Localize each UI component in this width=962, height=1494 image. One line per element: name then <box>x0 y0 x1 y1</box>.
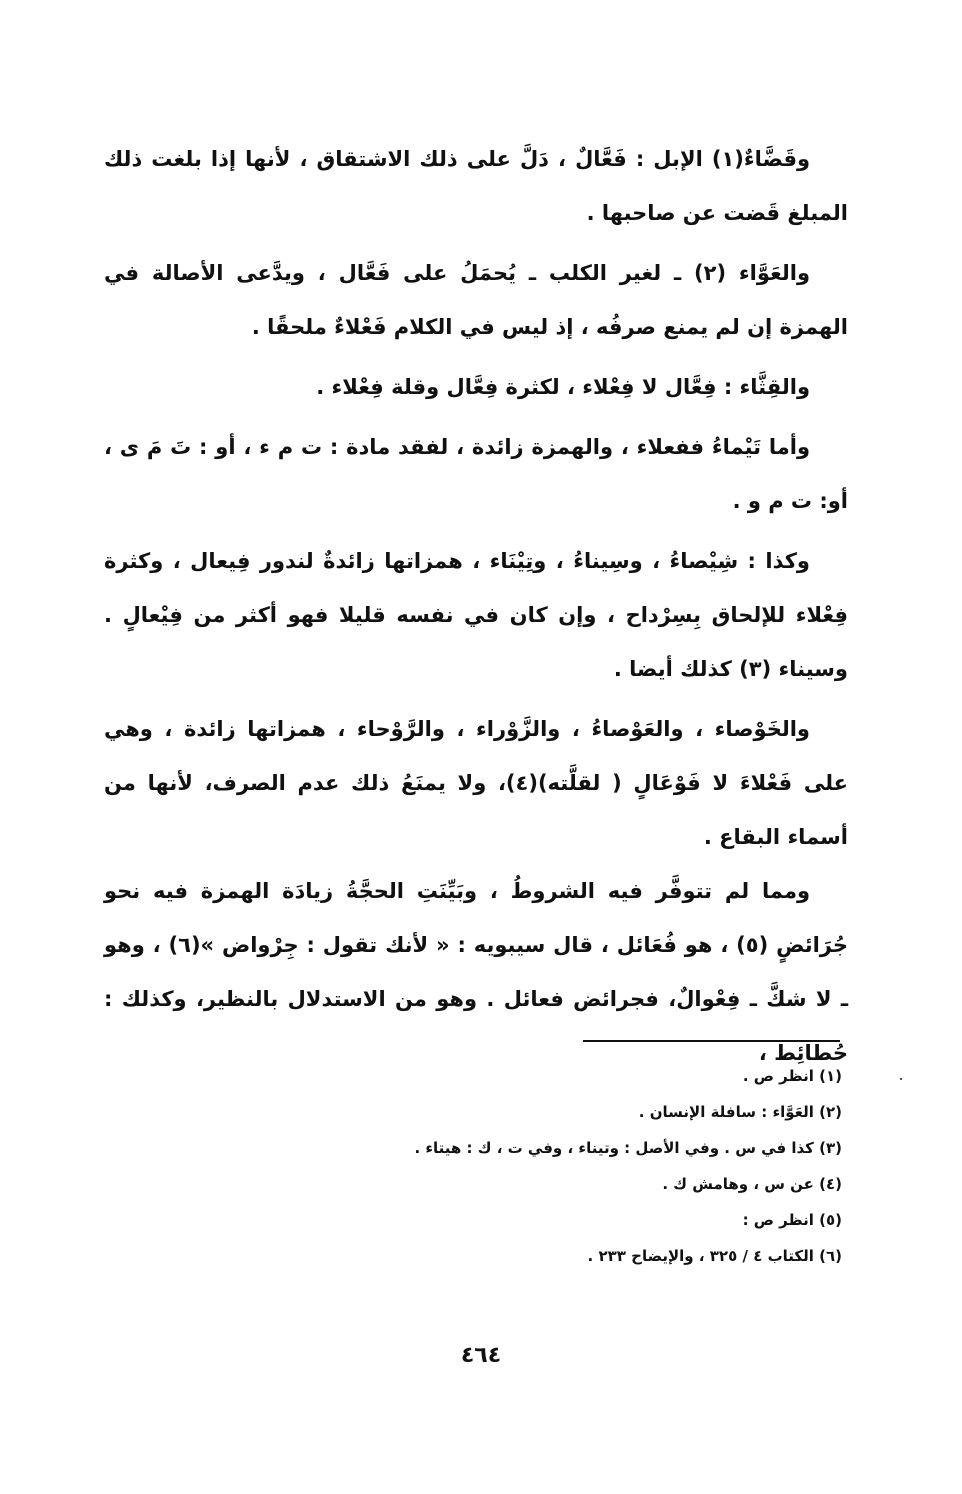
footnote-6: (٦) الكتاب ٤ / ٣٢٥ ، والإيضاح ٢٣٣ . <box>587 1247 842 1265</box>
footnote-4: (٤) عن س ، وهامش ك . <box>662 1175 842 1193</box>
scan-speck <box>900 1078 902 1080</box>
paragraph-taymaa: وأما تَيْماءُ ففعلاء ، والهمزة زائدة ، لفقد مادة : ت م ء ، أو : تَ مَ ى ، أو: ت م و . <box>104 435 848 513</box>
footnote-1: (١) انظر ص . <box>742 1067 842 1085</box>
footnote-3: (٣) كذا في س . وفي الأصل : وتيناء ، وفي ت ، ك : هيتاء . <box>414 1139 842 1157</box>
page-number: ٤٦٤ <box>460 1343 502 1368</box>
paragraph-juraaid: ومما لم تتوفَّر فيه الشروطُ ، وبَيِّنَتِ الحجَّةُ زيادَة الهمزة فيه نحو جُرَائضٍ (٥) ، هو فُعَائل ، قال سيبويه : « لأنك تقول : جِرْواض »(٦) ، وهو ـ لا شكَّ ـ فِعْوالٌ، فجرائض فعائل . وهو من الاستدلال بالنظير، وكذلك : حُطائِط ، <box>104 879 849 1065</box>
paragraph-awwaa: والعَوَّاء (٢) ـ لغير الكلب ـ يُحمَلُ على فَعَّال ، ويدَّعى الأصالة في الهمزة إن لم يمنع صرفُه ، إذ ليس في الكلام فَعْلاءٌ ملحقًا . <box>104 261 848 339</box>
footnote-5: (٥) انظر ص : <box>742 1211 842 1229</box>
footnotes <box>360 1058 842 1274</box>
footnote-separator <box>583 1040 840 1042</box>
footnote-2: (٢) العَوَّاء : سافلة الإنسان . <box>638 1103 842 1121</box>
main-text <box>104 132 848 1086</box>
paragraph-khawsaa: والخَوْصاء ، والعَوْصاءُ ، والزَّوْراء ، والرَّوْحاء ، همزاتها زائدة ، وهي على فَعْلاءَ لا فَوْعَالٍ ( لقلَّته)(٤)، ولا يمنَعُ ذلك عدم الصرف، لأنها من أسماء البقاع . <box>104 717 848 849</box>
paragraph-qiththaa: والقِثَّاء : فِعَّال لا فِعْلاء ، لكثرة فِعَّال وقلة فِعْلاء . <box>316 375 810 399</box>
paragraph-qaddaa: وقَضَّاءٌ(١) الإبل : فَعَّالٌ ، دَلَّ على ذلك الاشتقاق ، لأنها إذا بلغت ذلك المبلغ قَضت عن صاحبها . <box>104 147 848 225</box>
paragraph-shaysaa: وكذا : شِيْصاءُ ، وسِيناءُ ، وتِيْنَاء ، همزاتها زائدةٌ لندور فِيعال ، وكثرة فِعْلاء للإلحاق بِسِرْداح ، وإن كان في نفسه قليلا فهو أكثر من فِيْعالٍ . وسيناء (٣) كذلك أيضا . <box>104 549 848 681</box>
